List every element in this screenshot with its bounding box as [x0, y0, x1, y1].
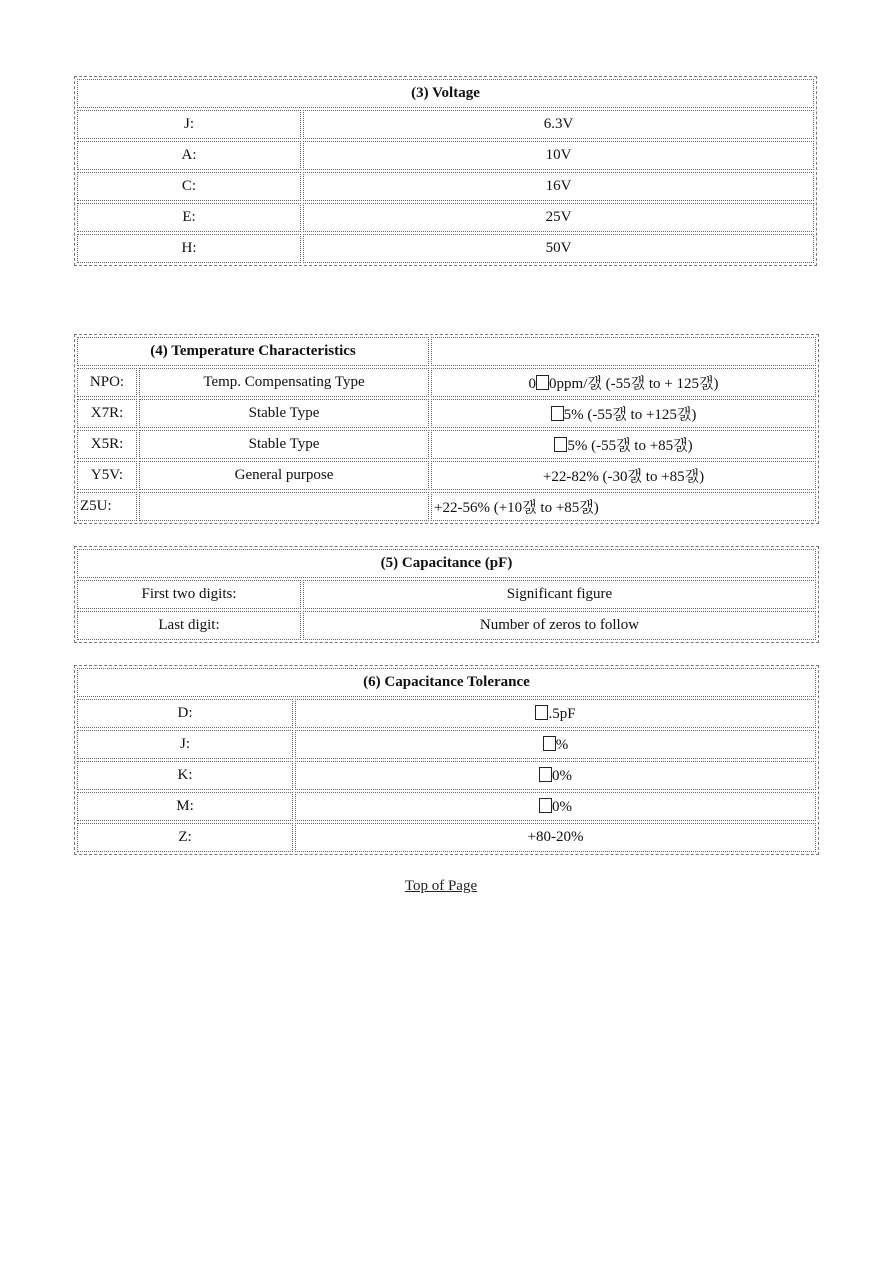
- table-row: [77, 234, 814, 263]
- capacitance-label: Last digit:: [77, 611, 301, 640]
- top-link-container: [0, 878, 882, 895]
- table-row: [77, 580, 816, 609]
- table-row: [77, 699, 816, 728]
- table-row: [77, 203, 814, 232]
- temperature-table: [74, 334, 819, 524]
- top-of-page-link[interactable]: Top of Page: [404, 878, 478, 894]
- table-row: [77, 399, 816, 428]
- missing-glyph-icon: [535, 705, 548, 720]
- missing-glyph-icon: [551, 406, 564, 421]
- table-row: [77, 792, 816, 821]
- table-row: [77, 141, 814, 170]
- temp-value-text: 5% (-55갨 to +125갨): [563, 407, 697, 423]
- table-row: [77, 823, 816, 852]
- temp-value-text: 5% (-55갨 to +85갨): [567, 438, 693, 454]
- tolerance-code: M:: [77, 792, 293, 821]
- tolerance-code: D:: [77, 699, 293, 728]
- table-row: [77, 730, 816, 759]
- tolerance-value: [295, 699, 816, 728]
- temp-value-text: 0ppm/갨 (-55갨 to + 125갨): [549, 376, 719, 392]
- temperature-empty-header: [431, 337, 816, 366]
- tolerance-value: [295, 761, 816, 790]
- table-row: [77, 492, 816, 521]
- voltage-code: E:: [77, 203, 301, 232]
- missing-glyph-icon: [554, 437, 567, 452]
- temp-code: X5R:: [77, 430, 137, 459]
- voltage-code: A:: [77, 141, 301, 170]
- missing-glyph-icon: [539, 798, 552, 813]
- voltage-value: 10V: [303, 141, 814, 170]
- voltage-code: J:: [77, 110, 301, 139]
- tolerance-value-text: %: [555, 736, 569, 753]
- tolerance-title: (6) Capacitance Tolerance: [77, 668, 816, 697]
- table-row: [77, 611, 816, 640]
- temp-value: +22-56% (+10갨 to +85갨): [431, 492, 816, 521]
- temp-code: X7R:: [77, 399, 137, 428]
- capacitance-value: Number of zeros to follow: [303, 611, 816, 640]
- temp-type: Temp. Compensating Type: [139, 368, 429, 397]
- voltage-code: H:: [77, 234, 301, 263]
- temp-value: +22-82% (-30갨 to +85갨): [431, 461, 816, 490]
- capacitance-value: Significant figure: [303, 580, 816, 609]
- tolerance-code: Z:: [77, 823, 293, 852]
- tolerance-value-text: 0%: [552, 798, 572, 815]
- capacitance-table: [74, 546, 819, 643]
- voltage-value: 6.3V: [303, 110, 814, 139]
- tolerance-code: K:: [77, 761, 293, 790]
- voltage-table: [74, 76, 817, 266]
- temp-value-prefix: 0: [528, 376, 537, 392]
- temp-type: General purpose: [139, 461, 429, 490]
- temp-value: [431, 399, 816, 428]
- voltage-code: C:: [77, 172, 301, 201]
- temp-value: [431, 368, 816, 397]
- table-row: [77, 761, 816, 790]
- table-row: [77, 461, 816, 490]
- missing-glyph-icon: [543, 736, 556, 751]
- missing-glyph-icon: [539, 767, 552, 782]
- tolerance-value-text: .5pF: [548, 705, 576, 722]
- tolerance-value: +80-20%: [295, 823, 816, 852]
- voltage-value: 25V: [303, 203, 814, 232]
- missing-glyph-icon: [536, 375, 549, 390]
- tolerance-value: [295, 730, 816, 759]
- temp-type: Stable Type: [139, 399, 429, 428]
- table-row: [77, 368, 816, 397]
- table-row: [77, 172, 814, 201]
- tolerance-table: [74, 665, 819, 855]
- tolerance-code: J:: [77, 730, 293, 759]
- temp-type: [139, 492, 429, 521]
- table-row: [77, 110, 814, 139]
- temp-code: Y5V:: [77, 461, 137, 490]
- temp-type: Stable Type: [139, 430, 429, 459]
- voltage-value: 50V: [303, 234, 814, 263]
- temp-value: [431, 430, 816, 459]
- temp-code: NPO:: [77, 368, 137, 397]
- temp-code: Z5U:: [77, 492, 137, 521]
- tolerance-value: [295, 792, 816, 821]
- voltage-title: (3) Voltage: [77, 79, 814, 108]
- voltage-value: 16V: [303, 172, 814, 201]
- temperature-title: (4) Temperature Characteristics: [77, 337, 429, 366]
- table-row: [77, 430, 816, 459]
- capacitance-label: First two digits:: [77, 580, 301, 609]
- capacitance-title: (5) Capacitance (pF): [77, 549, 816, 578]
- tolerance-value-text: 0%: [552, 767, 572, 784]
